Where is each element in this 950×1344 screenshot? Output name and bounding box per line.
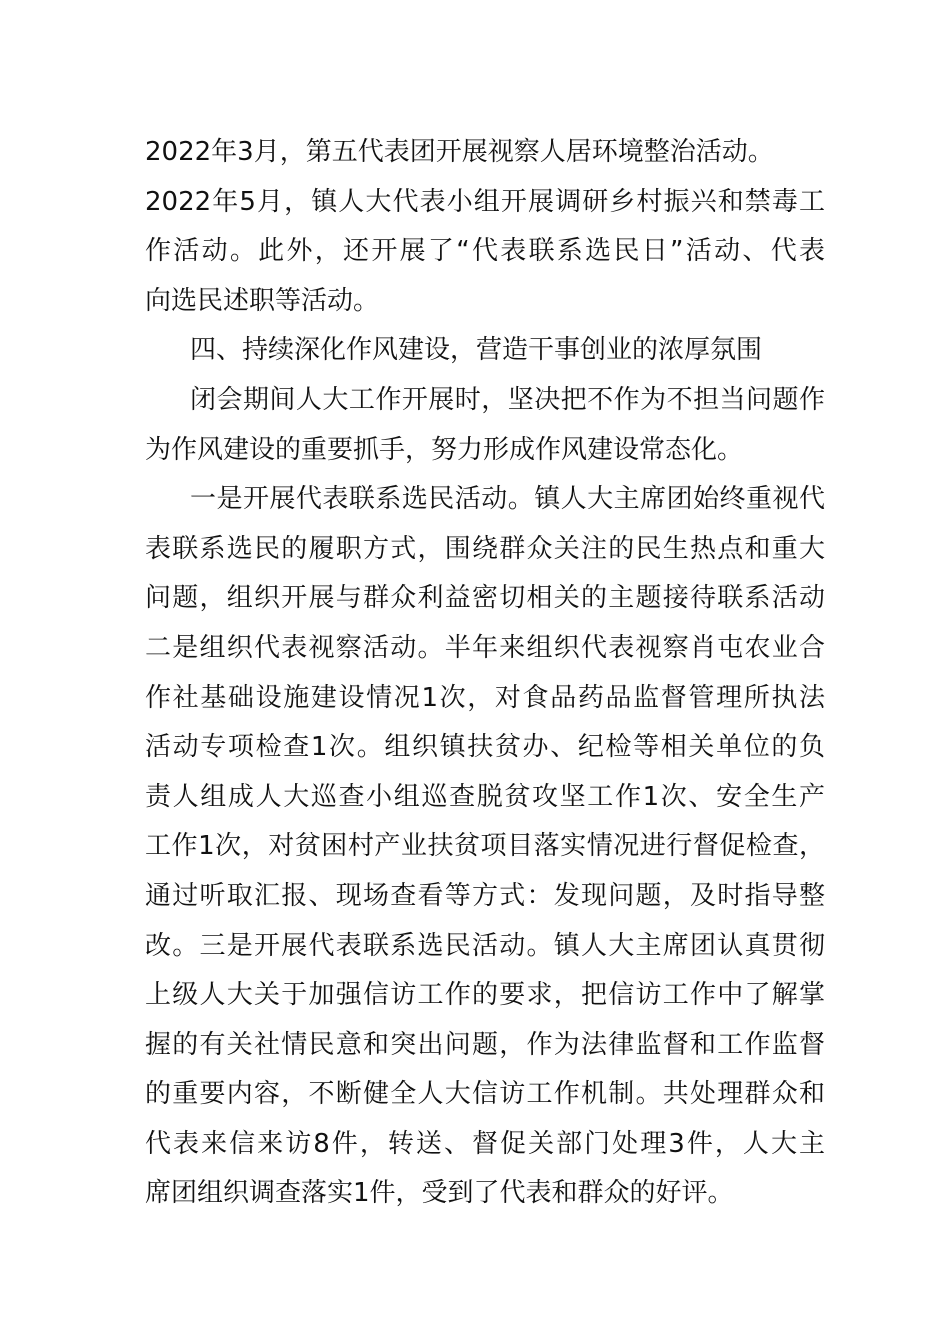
text-line: 席团组织调查落实1件，受到了代表和群众的好评。 xyxy=(145,1178,734,1209)
text-line: 向选民述职等活动。 xyxy=(145,285,380,316)
text-line: 改。三是开展代表联系选民活动。镇人大主席团认真贯彻 xyxy=(145,930,825,961)
section-heading: 四、持续深化作风建设，营造干事创业的浓厚氛围 xyxy=(190,335,763,366)
body-text xyxy=(145,128,825,1219)
text-line: 责人组成人大巡查小组巡查脱贫攻坚工作1次、安全生产 xyxy=(145,781,825,812)
text-line: 代表来信来访8件，转送、督促关部门处理3件，人大主 xyxy=(145,1128,825,1159)
text-line: 问题，组织开展与群众利益密切相关的主题接待联系活动 xyxy=(145,583,825,614)
text-line: 二是组织代表视察活动。半年来组织代表视察肖屯农业合 xyxy=(145,632,825,663)
text-line: 工作1次，对贫困村产业扶贫项目落实情况进行督促检查， xyxy=(145,831,825,862)
text-line: 表联系选民的履职方式，围绕群众关注的民生热点和重大 xyxy=(145,533,825,564)
text-line: 握的有关社情民意和突出问题，作为法律监督和工作监督 xyxy=(145,1029,825,1060)
text-line: 的重要内容，不断健全人大信访工作机制。共处理群众和 xyxy=(145,1079,825,1110)
text-line: 上级人大关于加强信访工作的要求，把信访工作中了解掌 xyxy=(145,980,825,1011)
text-line: 一是开展代表联系选民活动。镇人大主席团始终重视代 xyxy=(190,484,825,515)
text-line: 2022年3月，第五代表团开展视察人居环境整治活动。 xyxy=(145,137,774,167)
text-line: 通过听取汇报、现场查看等方式：发现问题，及时指导整 xyxy=(145,880,825,911)
text-line: 活动专项检查1次。组织镇扶贫办、纪检等相关单位的负 xyxy=(145,732,825,763)
text-line: 作社基础设施建设情况1次，对食品药品监督管理所执法 xyxy=(145,682,825,713)
text-line: 为作风建设的重要抓手，努力形成作风建设常态化。 xyxy=(145,434,744,465)
text-line: 闭会期间人大工作开展时，坚决把不作为不担当问题作 xyxy=(190,384,825,415)
text-line: 作活动。此外，还开展了“代表联系选民日”活动、代表 xyxy=(145,236,825,267)
text-line: 2022年5月，镇人大代表小组开展调研乡村振兴和禁毒工 xyxy=(145,186,825,217)
